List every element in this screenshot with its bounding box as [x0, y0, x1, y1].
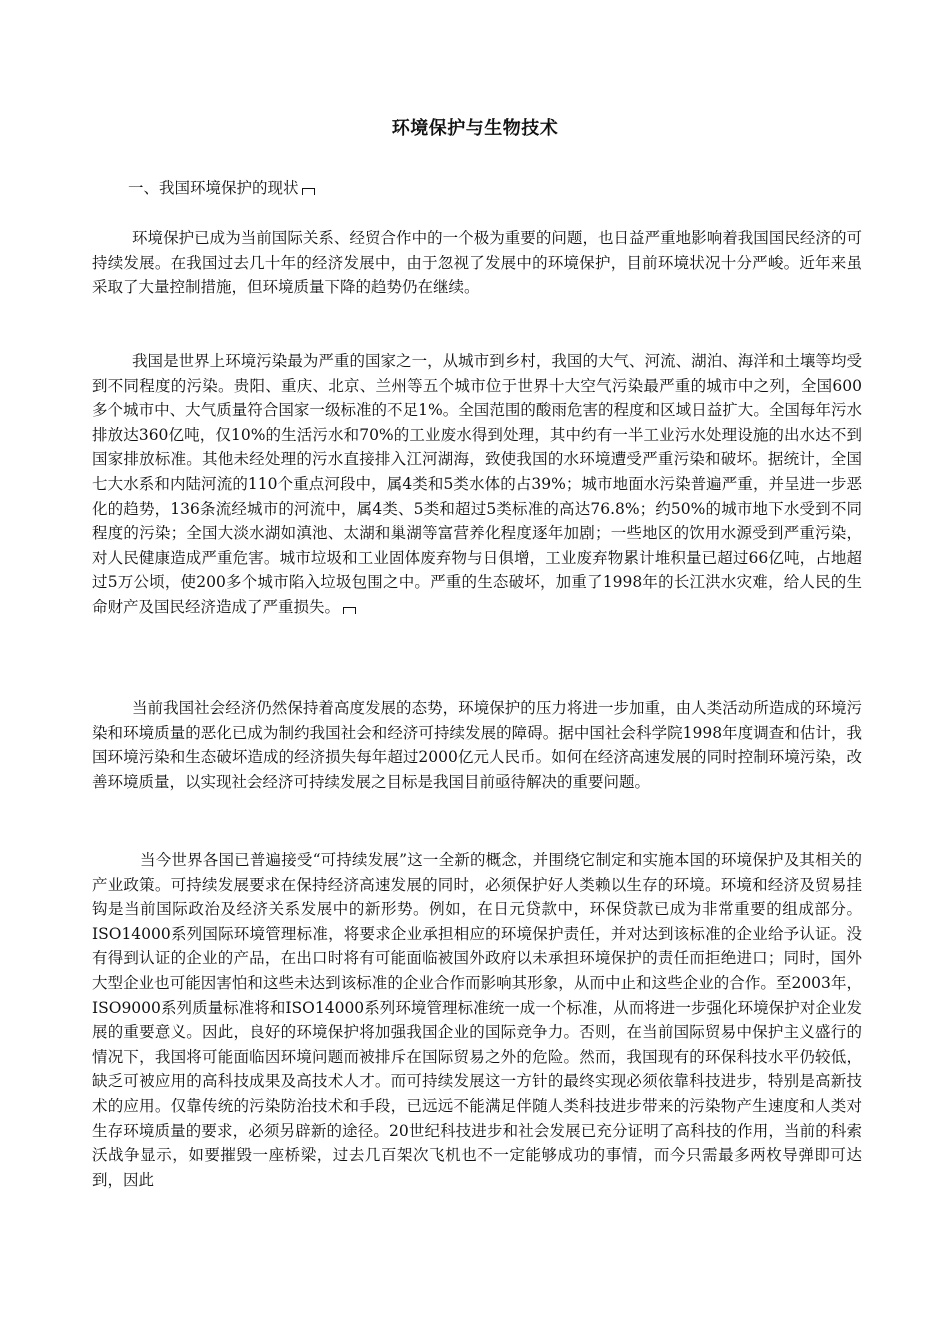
paragraph-3: 当前我国社会经济仍然保持着高度发展的态势，环境保护的压力将进一步加重，由人类活动所造成的环境污染和环境质量的恶化已成为制约我国社会和经济可持续发展的障碍。据中国社会科学院1998年度调查和估计，我国环境污染和生态破坏造成的经济损失每年超过2000亿元人民币。如何在经济高速发展的同时控制环境污染，改善环境质量，以实现社会经济可持续发展之目标是我国目前亟待解决的重要问题。 — [92, 699, 862, 791]
section-heading-text: 一、我国环境保护的现状 — [128, 179, 299, 197]
paragraph-1: 环境保护已成为当前国际关系、经贸合作中的一个极为重要的问题，也日益严重地影响着我国国民经济的可持续发展。在我国过去几十年的经济发展中，由于忽视了发展中的环境保护，目前环境状况十分严峻。近年来虽采取了大量控制措施，但环境质量下降的趋势仍在继续。 — [92, 229, 862, 297]
paragraph-mark-icon — [302, 188, 315, 195]
paragraph-2-text: 我国是世界上环境污染最为严重的国家之一，从城市到乡村，我国的大气、河流、湖泊、海洋和土壤等均受到不同程度的污染。贵阳、重庆、北京、兰州等五个城市位于世界十大空气污染最严重的城市中之列，全国600多个城市中、大气质量符合国家一级标准的不足1%。全国范围的酸雨危害的程度和区域日益扩大。全国每年污水排放达360亿吨，仅10%的生活污水和70%的工业废水得到处理，其中约有一半工业污水处理设施的出水达不到国家排放标准。其他未经处理的污水直接排入江河湖海，致使我国的水环境遭受严重污染和破坏。据统计，全国七大水系和内陆河流的110个重点河段中，属4类和5类水体的占39%；城市地面水污染普遍严重，并呈进一步恶化的趋势，136条流经城市的河流中，属4类、5类和超过5类标准的高达76.8%；约50%的城市地下水受到不同程度的污染；全国大淡水湖如滇池、太湖和巢湖等富营养化程度逐年加剧；一些地区的饮用水源受到严重污染，对人民健康造成严重危害。城市垃圾和工业固体废弃物与日俱增，工业废弃物累计堆积量已超过66亿吨，占地超过5万公顷，使200多个城市陷入垃圾包围之中。严重的生态破坏，加重了1998年的长江洪水灾难，给人民的生命财产及国民经济造成了严重损失。 — [92, 352, 862, 616]
paragraph-2 — [92, 349, 862, 620]
paragraph-mark-icon — [343, 607, 356, 614]
document-title: 环境保护与生物技术 — [391, 118, 559, 139]
section-heading — [128, 178, 315, 198]
paragraph-4: 当今世界各国已普遍接受“可持续发展”这一全新的概念，并围绕它制定和实施本国的环境保护及其相关的产业政策。可持续发展要求在保持经济高速发展的同时，必须保护好人类赖以生存的环境。环境和经济及贸易挂钩是当前国际政治及经济关系发展中的新形势。例如，在日元贷款中，环保贷款已成为非常重要的组成部分。ISO14000系列国际环境管理标准，将要求企业承担相应的环境保护责任，并对达到该标准的企业给予认证。没有得到认证的企业的产品，在出口时将有可能面临被国外政府以未承担环境保护的责任而拒绝进口；同时，国外大型企业也可能因害怕和这些未达到该标准的企业合作而影响其形象，从而中止和这些企业的合作。至2003年，ISO9000系列质量标准将和ISO14000系列环境管理标准统一成一个标准，从而将进一步强化环境保护对企业发展的重要意义。因此，良好的环境保护将加强我国企业的国际竞争力。否则，在当前国际贸易中保护主义盛行的情况下，我国将可能面临因环境问题而被排斥在国际贸易之外的危险。然而，我国现有的环保科技水平仍较低，缺乏可被应用的高科技成果及高技术人才。而可持续发展这一方针的最终实现必须依靠科技进步，特别是高新技术的应用。仅靠传统的污染防治技术和手段，已远远不能满足伴随人类科技进步带来的污染物产生速度和人类对生存环境质量的要求，必须另辟新的途径。20世纪科技进步和社会发展已充分证明了高科技的作用，当前的科索沃战争显示，如要摧毁一座桥梁，过去几百架次飞机也不一定能够成功的事情，而今只需最多两枚导弹即可达到，因此 — [92, 851, 862, 1189]
